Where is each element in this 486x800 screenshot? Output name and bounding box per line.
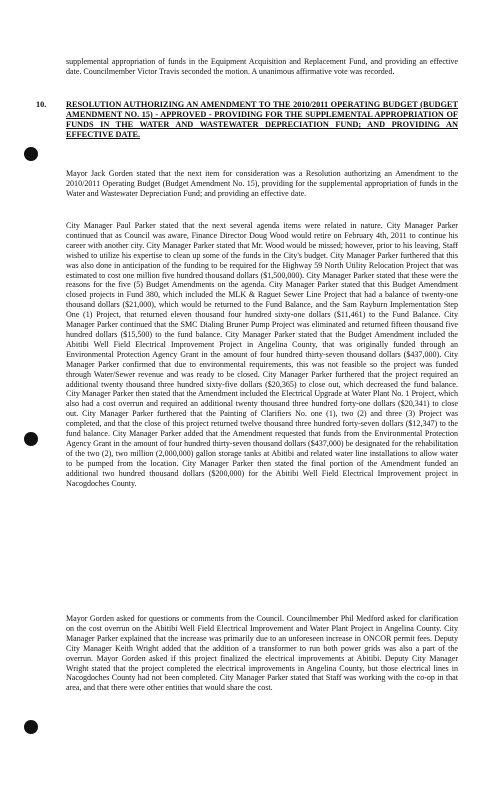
item-title: RESOLUTION AUTHORIZING AN AMENDMENT TO THE 2010/2011 OPERATING BUDGET (BUDGET AMENDMENT NO. 15) - APPROVED - PROVIDING FOR THE SUPPLEMENTAL APPROPRIATION OF FUNDS IN THE WATER AND WASTEWATER DEPRECIATION FUND; AND PROVIDING AN EFFECTIVE DATE. xyxy=(66,100,458,140)
paragraph-mayor-intro: Mayor Jack Gorden stated that the next item for consideration was a Resolution authorizing an Amendment to the 2010/2011 Operating Budget (Budget Amendment No. 15), providing for the supplemental appropriation of funds in the Water and Wastewater Depreciation Fund; and providing an effective date. xyxy=(66,169,458,198)
binder-hole-top xyxy=(24,147,38,161)
paragraph-council-questions: Mayor Gorden asked for questions or comments from the Council. Councilmember Phil Medford asked for clarification on the cost overrun on the Abitibi Well Field Electrical Improvement and Water Plant Project in Angelina County. City Manager Parker explained that the increase was primarily due to an unforeseen increase in ONCOR permit fees. Deputy City Manager Keith Wright added that the addition of a transformer to run both power grids was also a part of the overrun. Mayor Gorden asked if this project finalized the electrical improvements at Abitibi. Deputy City Manager Wright stated that the project completed the electrical improvements in Angelina County, but those electrical lines in Nacogdoches County had not been completed. City Manager Parker stated that Staff was working with the co-op in that area, and that there were other entities that would share the cost. xyxy=(66,614,458,693)
item-number: 10. xyxy=(36,100,47,109)
paragraph-city-manager: City Manager Paul Parker stated that the next several agenda items were related in nature. City Manager Parker continued that as Council was aware, Finance Director Doug Wood would retire on February 4th, 2011 to continue his career with another city. City Manager Parker stated that Mr. Wood would be missed; however, prior to his leaving, Staff wished to utilize his expertise to clean up some of the funds in the City's budget. City Manager Parker furthered that this was also done in anticipation of the funding to be required for the Highway 59 North Utility Relocation Project that was estimated to cost one million five hundred thousand dollars ($1,500,000). City Manager Parker stated that these were the reasons for the five (5) Budget Amendments on the agenda. City Manager Parker stated that this Budget Amendment closed projects in Fund 380, which included the MLK & Raguet Sewer Line Project that had a balance of twenty-one thousand dollars ($21,000), which would be returned to the Fund Balance, and the Sam Rayburn Implementation Step One (1) Project, that returned eleven thousand four hundred sixty-one dollars ($11,461) to the Fund Balance. City Manager Parker continued that the SMC Dialing Bruner Pump Project was eliminated and returned fifteen thousand five hundred dollars ($15,500) to the fund balance. City Manager Parker stated that the Budget Amendment included the Abitibi Well Field Electrical Improvement Project in Angelina County, that was originally funded through an Environmental Protection Agency Grant in the amount of four hundred thirty-seven thousand dollars ($437,000). City Manager Parker confirmed that due to environmental requirements, this was not feasible so the project was funded through Water/Sewer revenue and was ready to be closed. City Manager Parker furthered that the project required an additional twenty thousand three hundred sixty-five dollars ($20,365) to close out, which decreased the fund balance. City Manager Parker then stated that the Amendment included the Electrical Upgrade at Water Plant No. 1 Project, which also had a cost overrun and required an additional twenty thousand three hundred forty-one dollars ($20,341) to close out. City Manager Parker furthered that the Painting of Clarifiers No. one (1), two (2) and three (3) Project was completed, and that the close of this project returned twelve thousand three hundred forty-seven dollars ($12,347) to the fund balance. City Manager Parker added that the Amendment requested that funds from the Environmental Protection Agency Grant in the amount of four hundred thirty-seven thousand dollars ($437,000) be designated for the rehabilitation of the two (2), two million (2,000,000) gallon storage tanks at Abitibi and related water line installations to allow water to be pumped from the location. City Manager Parker then stated the final portion of the Amendment funded an additional two hundred thousand dollars ($200,000) for the Abitibi Well Field Electrical Improvement project in Nacogdoches County. xyxy=(66,221,458,488)
continued-paragraph: supplemental appropriation of funds in the Equipment Acquisition and Replacement Fund, and providing an effective date. Councilmember Victor Travis seconded the motion. A unanimous affirmative vote was recorded. xyxy=(66,57,458,76)
binder-hole-middle xyxy=(24,432,38,446)
binder-hole-bottom xyxy=(24,720,38,734)
